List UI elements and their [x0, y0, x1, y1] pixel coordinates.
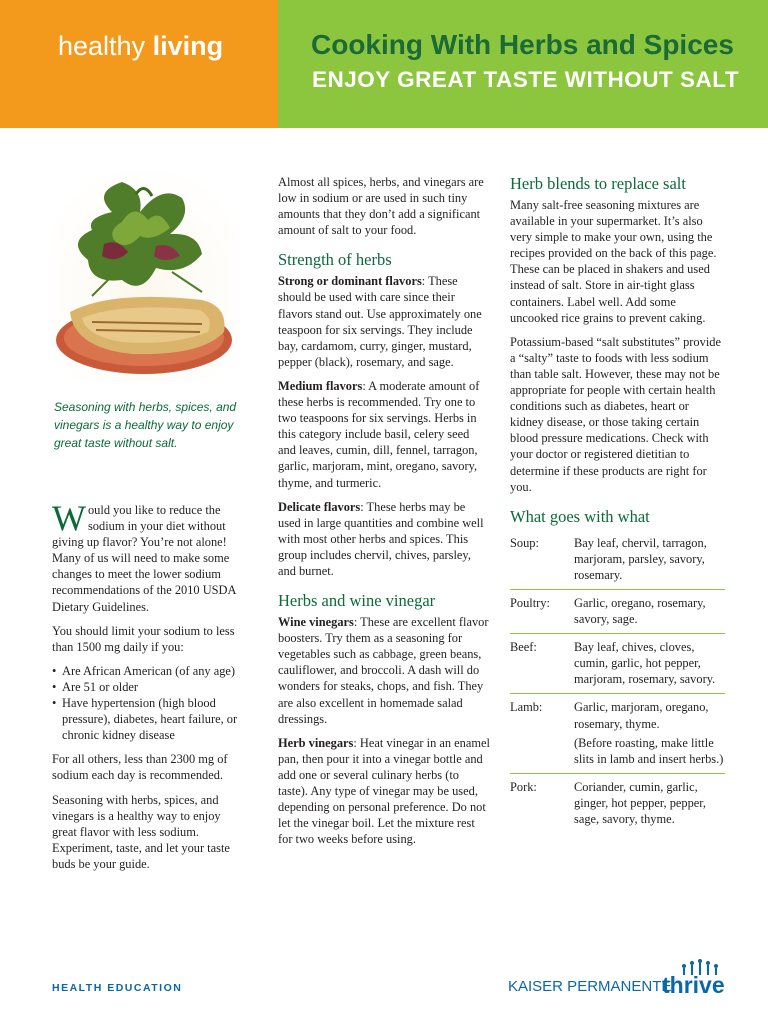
delicate-text: : These herbs may be used in large quantities and combine well with most other herbs and spices. This group includes chervil, chives, parsley, and burnet.	[278, 499, 484, 578]
vinegar-heading: Herbs and wine vinegar	[278, 591, 436, 611]
medium-label: Medium flavors	[278, 378, 363, 393]
others-paragraph: For all others, less than 2300 mg of sodium each day is recommended.	[52, 752, 228, 783]
left-column	[52, 498, 244, 880]
herb-label: Herb vinegars	[278, 735, 354, 750]
herbs-intro-paragraph: Almost all spices, herbs, and vinegars are low in sodium or are used in such tiny amounts that they don’t add a significant amount of salt to your food.	[278, 175, 484, 238]
wine-text: : These are excellent flavor boosters. Try them as a seasoning for vegetables such as cabbage, green beans, cauliflower, and broccoli. A dash will do wonders for steaks, chops, and fish. They are also excellent in homemade salad dressings.	[278, 615, 489, 726]
wine-label: Wine vinegars	[278, 615, 354, 630]
strong-flavors-paragraph	[278, 273, 490, 370]
table-row	[510, 774, 725, 833]
list-item: • Are 51 or older	[52, 679, 244, 695]
herbs-text: Coriander, cumin, garlic, ginger, hot pepper, pepper, sage, savory, thyme.	[574, 779, 707, 826]
middle-column	[278, 174, 490, 855]
footer-health-education: HEALTH EDUCATION	[52, 982, 183, 994]
header-green-band	[278, 0, 768, 128]
intro-paragraph	[52, 498, 244, 615]
herbs-text: Garlic, marjoram, oregano, rosemary, thyme.	[574, 700, 709, 731]
blends-paragraph: Many salt-free seasoning mixtures are available in your supermarket. It’s also very simple to make your own, using the recipes provided on the back of this page. These can be placed in shakers and used instead of salt. Store in air-tight glass containers. Label well. Add some uncooked rice grains to prevent caking.	[510, 198, 717, 325]
page-title: Cooking With Herbs and Spices	[311, 29, 734, 60]
strength-heading: Strength of herbs	[278, 250, 392, 270]
thrive-wordmark: thrive	[662, 972, 725, 998]
list-item: • Are African American (of any age)	[52, 663, 244, 679]
risk-list	[52, 663, 244, 743]
herb-list	[574, 639, 725, 687]
blends-heading: Herb blends to replace salt	[510, 174, 686, 193]
photo-caption: Seasoning with herbs, spices, and vinegars is a healthy way to enjoy great taste without salt.	[54, 400, 237, 450]
pairings-table	[510, 530, 725, 833]
intro-text: ould you like to reduce the sodium in your diet without giving up flavor? You’re not alone! Many of us will need to make some changes to meet the lower sodium recommendations of the 2010 USDA Dietary Guidelines.	[52, 503, 236, 614]
food-label: Beef:	[510, 640, 537, 655]
grilled-fish-salad-photo	[52, 172, 236, 382]
table-row	[510, 634, 725, 694]
pairings-heading: What goes with what	[510, 506, 650, 526]
series-brand	[58, 31, 223, 62]
delicate-label: Delicate flavors	[278, 499, 361, 514]
table-row	[510, 590, 725, 634]
page-subtitle: ENJOY GREAT TASTE WITHOUT SALT	[312, 67, 740, 92]
wine-vinegar-paragraph	[278, 614, 490, 727]
closing-paragraph: Seasoning with herbs, spices, and vinegars is a healthy way to enjoy great flavor with less sodium. Experiment, taste, and let your taste buds be your guide.	[52, 792, 230, 871]
drop-cap: W	[52, 498, 86, 538]
table-row	[510, 530, 725, 590]
herb-list	[574, 535, 725, 583]
kaiser-permanente-logo: KAISER PERMANENTE.	[508, 978, 676, 995]
medium-text: : A moderate amount of these herbs is recommended. Try one to two teaspoons for six servings. Herbs in this category include basil, celery seed and leaves, cumin, dill, fennel, tarragon, garlic, marjoram, mint, oregano, savory, thyme, and turmeric.	[278, 378, 480, 490]
herb-text: : Heat vinegar in an enamel pan, then pour it into a vinegar bottle and add one or several culinary herbs (to taste). Any type of vinegar may be used, depending on personal preference. Do not let the vinegar boil. Let the mixture rest for two weeks before using.	[278, 735, 490, 847]
brand-light-text: healthy	[58, 31, 146, 61]
herbs-note: (Before roasting, make little slits in lamb and insert herbs.)	[574, 735, 724, 766]
medium-flavors-paragraph	[278, 378, 490, 491]
herbs-text: Bay leaf, chives, cloves, cumin, garlic, hot pepper, marjoram, rosemary, savory.	[574, 640, 716, 687]
brand-bold-text: living	[152, 31, 224, 61]
header-orange-band	[0, 0, 278, 128]
herbs-text: Bay leaf, chervil, tarragon, marjoram, parsley, savory, rosemary.	[574, 535, 707, 582]
right-column	[510, 174, 725, 833]
table-row	[510, 694, 725, 773]
food-label: Soup:	[510, 535, 539, 550]
limit-intro: You should limit your sodium to less than 1500 mg daily if you:	[52, 623, 235, 654]
strong-label: Strong or dominant flavors	[278, 274, 422, 289]
food-label: Poultry:	[510, 595, 550, 610]
strong-text: : These should be used with care since their flavors stand out. Use approximately one teaspoon for six servings. They include bay, cardamom, curry, ginger, mustard, pepper (black), rosemary, and sage.	[278, 274, 482, 369]
thrive-logo	[662, 958, 738, 1002]
delicate-flavors-paragraph	[278, 499, 490, 579]
herbs-text: Garlic, oregano, rosemary, savory, sage.	[574, 595, 706, 627]
potassium-paragraph: Potassium-based “salt substitutes” provide a “salty” taste to foods with less sodium than table salt. However, these may not be appropriate for people with certain health conditions such as diabetes, heart or kidney disease, or those taking certain blood pressure medications. Check with your doctor or registered dietitian to determine if these products are right for you.	[510, 334, 721, 494]
list-item: • Have hypertension (high blood pressure), diabetes, heart failure, or chronic kidney disease	[52, 695, 244, 743]
herb-list	[574, 595, 725, 627]
food-label: Lamb:	[510, 700, 543, 715]
herb-list	[574, 779, 725, 827]
food-label: Pork:	[510, 779, 537, 794]
herb-list	[574, 699, 725, 766]
herb-vinegar-paragraph	[278, 735, 490, 848]
